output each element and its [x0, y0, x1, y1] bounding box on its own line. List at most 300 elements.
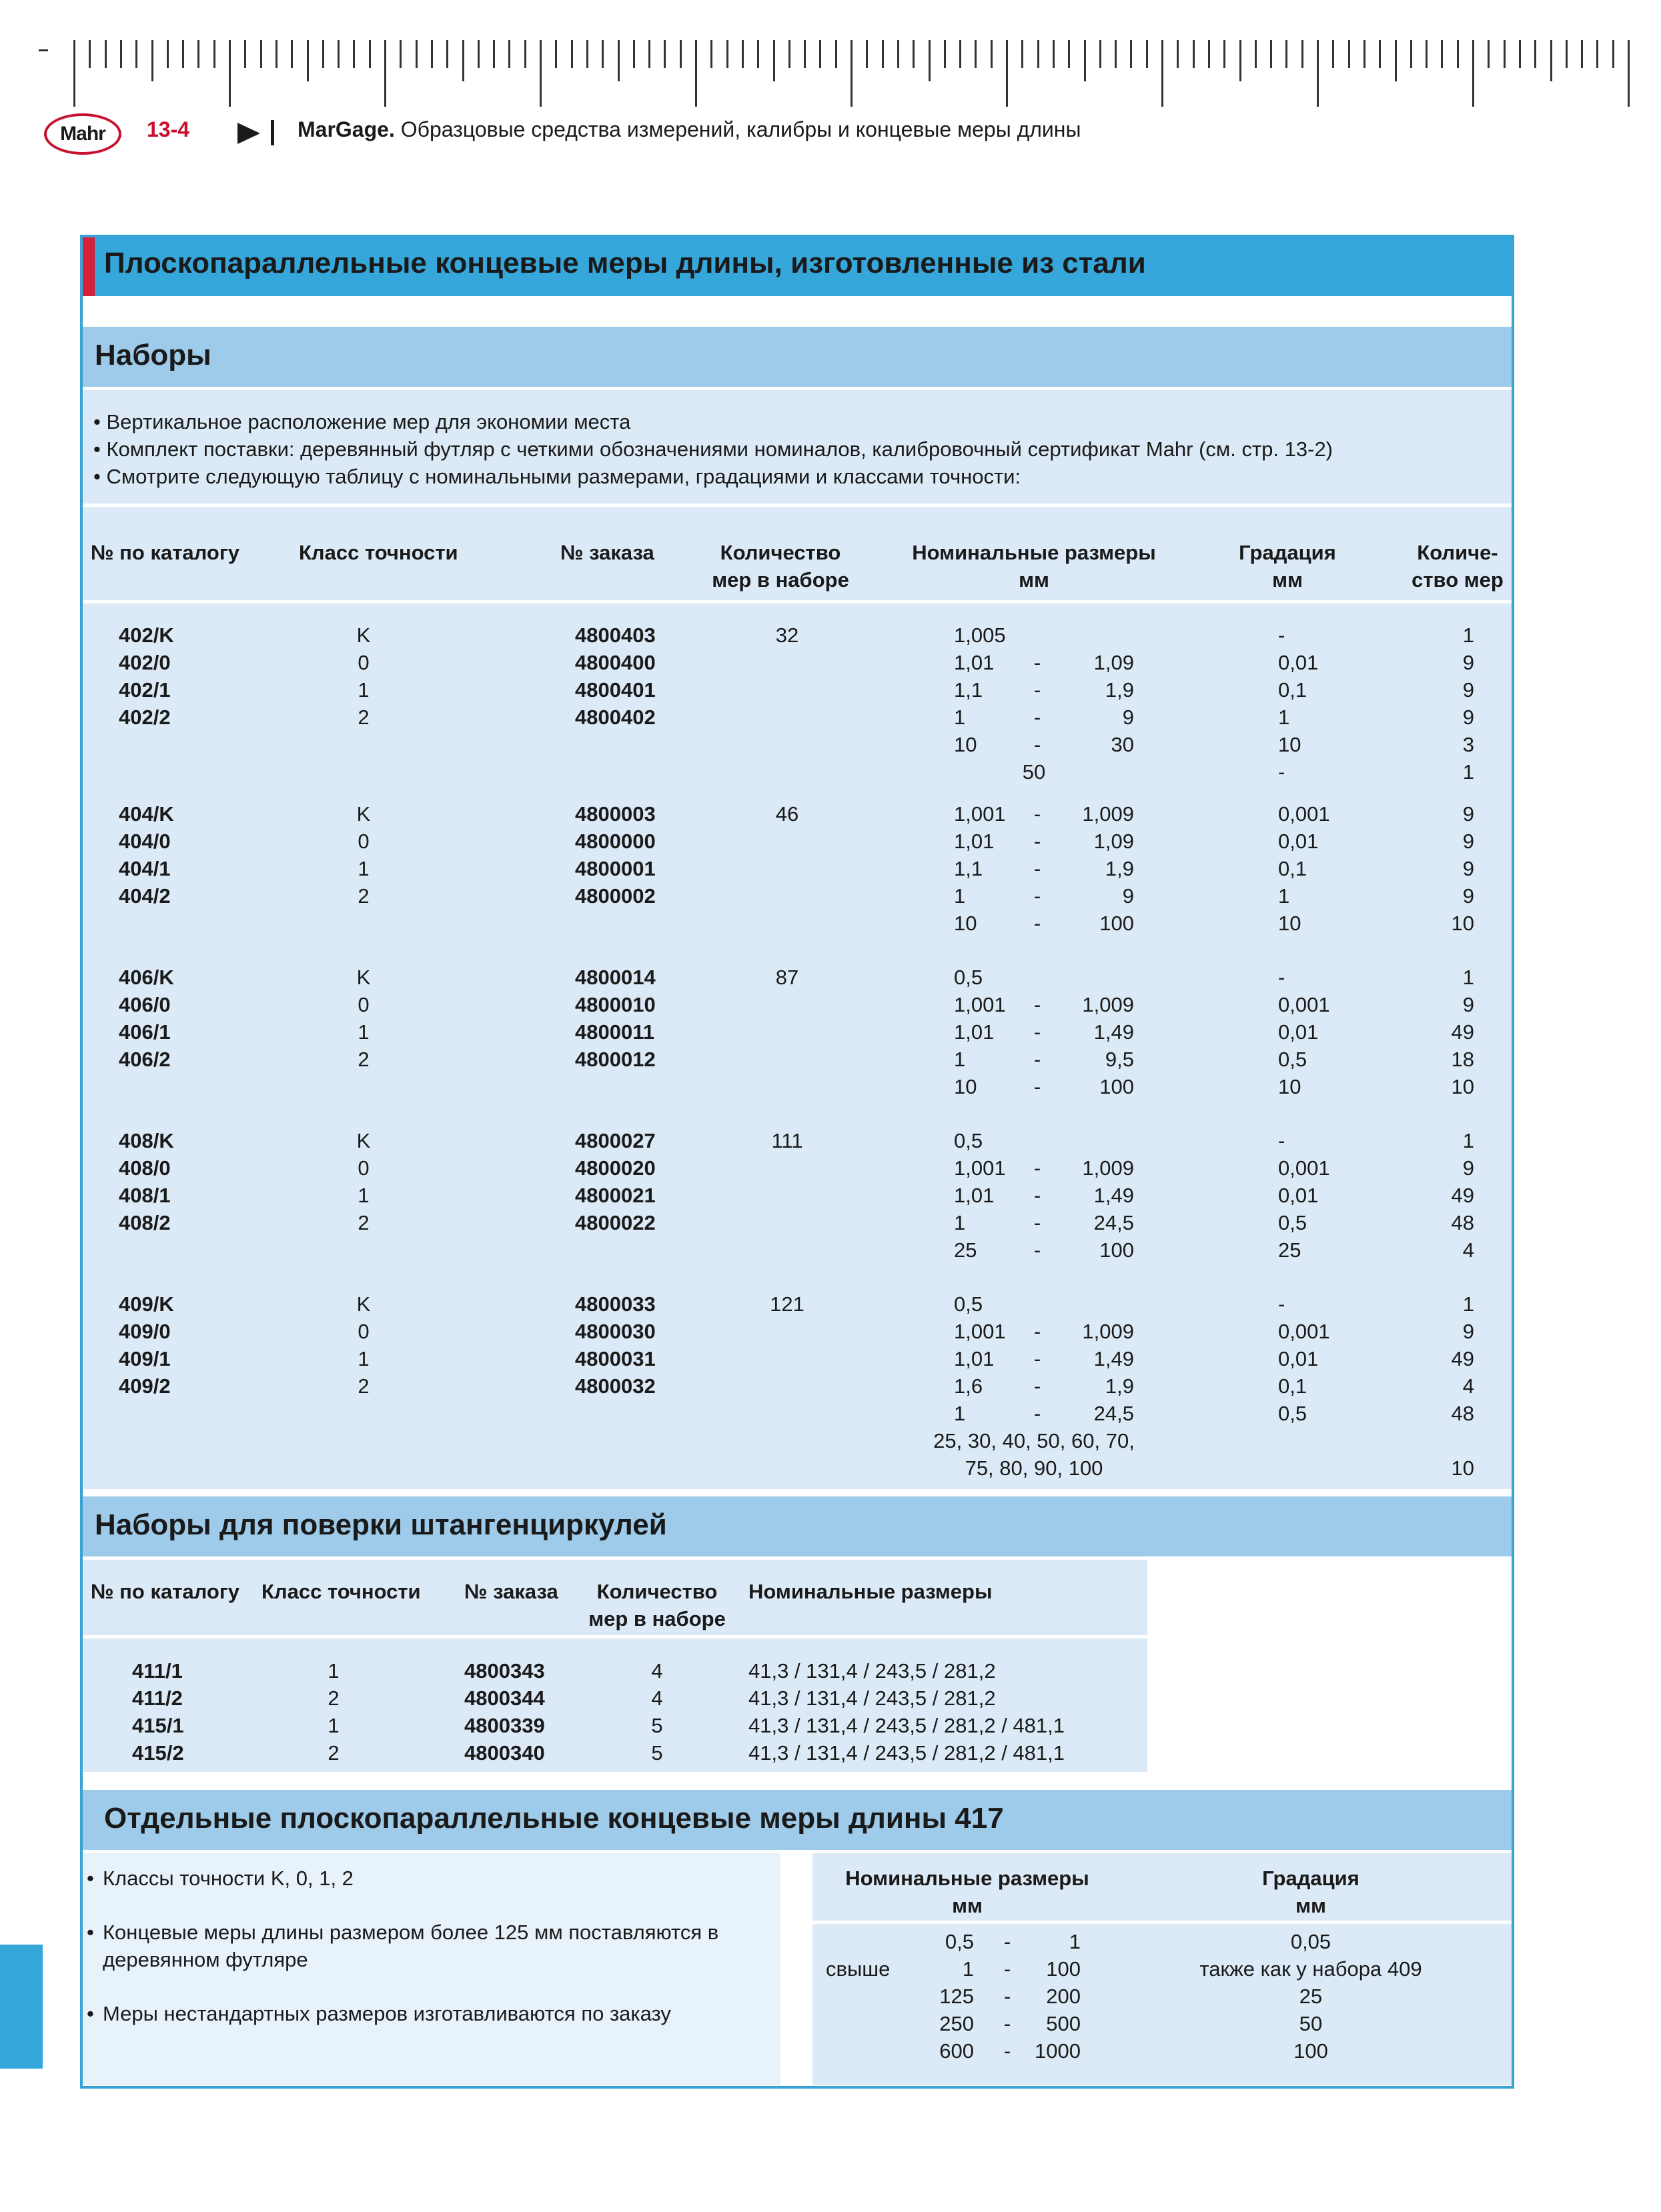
- gradation: 25: [1278, 1238, 1301, 1262]
- nominal-size-to: 1,09: [1093, 830, 1134, 853]
- block-quantity: 10: [1451, 1456, 1474, 1480]
- ruler-tick: [835, 40, 837, 68]
- gradation: 0,1: [1278, 1374, 1307, 1398]
- catalog-number: 408/K: [119, 1129, 174, 1152]
- single-bullet-2: Концевые меры длины размером более 125 мм поставляются в деревянном футляре: [103, 1921, 719, 1971]
- content-frame: [80, 235, 1514, 2089]
- ruler-tick: [1270, 40, 1272, 68]
- gradation: 0,001: [1278, 1320, 1330, 1343]
- ruler-tick: [1332, 40, 1334, 68]
- nominal-size-to: 9: [1122, 884, 1134, 908]
- caliper-order-number: 4800343: [464, 1659, 545, 1683]
- nominal-size-dash: -: [1033, 1347, 1041, 1370]
- ruler-tick: [773, 40, 775, 81]
- block-quantity: 1: [1462, 1292, 1474, 1316]
- nominal-size-to: 100: [1099, 912, 1134, 935]
- single-bullet-dot-1: •: [87, 1867, 94, 1890]
- ruler-tick: [1379, 40, 1381, 68]
- order-number: 4800022: [575, 1211, 656, 1234]
- nominal-size-from: 1,001: [954, 1156, 1006, 1180]
- caliper-catalog-number: 411/1: [132, 1659, 183, 1683]
- nominal-size-from: 1,01: [954, 830, 995, 853]
- caliper-catalog-number: 415/2: [132, 1741, 184, 1765]
- caliper-catalog-number: 411/2: [132, 1687, 183, 1710]
- ruler-tick: [944, 40, 946, 68]
- block-quantity: 9: [1462, 830, 1474, 853]
- set-count: 111: [771, 1129, 803, 1152]
- ruler-tick: [1363, 40, 1365, 68]
- ruler-tick: [384, 40, 386, 107]
- nominal-size-from: 1: [954, 1048, 966, 1071]
- catalog-number: 402/0: [119, 651, 171, 674]
- nominal-size-from: 1,6: [954, 1374, 983, 1398]
- block-quantity: 9: [1462, 706, 1474, 729]
- ruler-tick: [1596, 40, 1598, 68]
- ruler-tick: [353, 40, 355, 68]
- single-size-from: 0,5: [945, 1930, 974, 1953]
- ruler-tick: [1612, 40, 1614, 68]
- caliper-header-accuracy: Класс точности: [261, 1580, 421, 1603]
- catalog-number: 406/1: [119, 1020, 171, 1044]
- catalog-number: 404/K: [119, 802, 174, 826]
- block-quantity: 9: [1462, 1156, 1474, 1180]
- accuracy-class: 2: [358, 884, 370, 908]
- caliper-header-count-2: мер в наборе: [588, 1607, 726, 1630]
- ruler-tick: [73, 40, 75, 107]
- ruler-tick: [1053, 40, 1055, 68]
- ruler-tick: [275, 40, 278, 68]
- ruler-tick: [1472, 40, 1474, 107]
- gradation: 10: [1278, 1075, 1301, 1098]
- set-count: 46: [775, 802, 799, 826]
- nominal-size-to: 24,5: [1093, 1211, 1134, 1234]
- block-quantity: 49: [1451, 1020, 1474, 1044]
- single-gradation: 100: [1293, 2039, 1328, 2063]
- order-number: 4800002: [575, 884, 656, 908]
- page-dash: [39, 49, 48, 51]
- accuracy-class: K: [356, 624, 371, 647]
- order-number: 4800402: [575, 706, 656, 729]
- set-count: 121: [770, 1292, 804, 1316]
- block-quantity: 48: [1451, 1402, 1474, 1425]
- caliper-header-catalog: № по каталогу: [91, 1580, 239, 1603]
- single-size-from: 600: [939, 2039, 974, 2063]
- gradation: 1: [1278, 706, 1290, 729]
- ruler-tick: [431, 40, 433, 68]
- sets-header-catalog: № по каталогу: [91, 541, 239, 564]
- block-quantity: 4: [1462, 1374, 1474, 1398]
- nominal-size-dash: -: [1033, 802, 1041, 826]
- block-quantity: 1: [1462, 1129, 1474, 1152]
- single-size-to: 1000: [1035, 2039, 1081, 2063]
- sets-header-qty-1: Количе-: [1417, 541, 1498, 564]
- caliper-order-number: 4800339: [464, 1714, 545, 1737]
- sets-header-accuracy: Класс точности: [299, 541, 458, 564]
- ruler-tick: [1099, 40, 1101, 68]
- gradation: 10: [1278, 733, 1301, 756]
- caliper-title: Наборы для поверки штангенциркулей: [95, 1508, 667, 1541]
- caliper-order-number: 4800340: [464, 1741, 545, 1765]
- nominal-size-from: 1: [954, 884, 966, 908]
- single-size-to: 100: [1046, 1957, 1081, 1981]
- caliper-header-count-1: Количество: [596, 1580, 718, 1603]
- nominal-size-to: 30: [1111, 733, 1134, 756]
- ruler-tick: [1395, 40, 1397, 81]
- ruler-tick: [1068, 40, 1070, 68]
- single-header-nominal-1: Номинальные размеры: [845, 1867, 1089, 1890]
- caliper-count: 4: [651, 1659, 663, 1683]
- sets-header-count-2: мер в наборе: [712, 568, 849, 592]
- page-number: 13-4: [147, 117, 190, 141]
- order-number: 4800030: [575, 1320, 656, 1343]
- single-size-from: 125: [939, 1985, 974, 2008]
- ruler-tick: [804, 40, 806, 68]
- ruler-tick: [1628, 40, 1630, 107]
- nominal-size-from: 1,01: [954, 1184, 995, 1207]
- ruler-tick: [975, 40, 977, 68]
- accuracy-class: K: [356, 802, 371, 826]
- ruler-tick: [446, 40, 448, 68]
- ruler-tick: [633, 40, 635, 68]
- single-prefix: свыше: [826, 1957, 891, 1981]
- block-quantity: 1: [1462, 624, 1474, 647]
- nominal-size-to: 24,5: [1093, 1402, 1134, 1425]
- ruler-tick: [929, 40, 931, 81]
- single-size-to: 500: [1046, 2012, 1081, 2035]
- nominal-size-from: 1: [954, 1402, 966, 1425]
- block-quantity: 49: [1451, 1184, 1474, 1207]
- block-quantity: 9: [1462, 678, 1474, 702]
- sets-bullet-2: • Комплект поставки: деревянный футляр с четкими обозначениями номиналов, калибровочный сертификат Mahr (см. стр. 13-2): [93, 437, 1333, 461]
- nominal-size-dash: -: [1033, 884, 1041, 908]
- ruler-tick: [866, 40, 868, 68]
- accuracy-class: 0: [358, 830, 370, 853]
- ruler-tick: [819, 40, 821, 68]
- ruler-tick: [89, 40, 91, 68]
- order-number: 4800021: [575, 1184, 656, 1207]
- accuracy-class: 1: [358, 857, 370, 880]
- ruler-tick: [493, 40, 495, 68]
- nominal-size-dash: -: [1033, 830, 1041, 853]
- nominal-size-to: 1,009: [1082, 1156, 1134, 1180]
- block-quantity: 10: [1451, 1075, 1474, 1098]
- ruler-tick: [244, 40, 246, 68]
- ruler-tick: [369, 40, 371, 68]
- single-gradation: 50: [1299, 2012, 1323, 2035]
- accuracy-class: 0: [358, 1156, 370, 1180]
- ruler-tick: [1519, 40, 1521, 68]
- ruler-tick: [416, 40, 418, 68]
- ruler-tick: [555, 40, 557, 68]
- gradation: 0,5: [1278, 1048, 1307, 1071]
- ruler-tick: [1037, 40, 1039, 68]
- accuracy-class: 2: [358, 1048, 370, 1071]
- ruler-tick: [1457, 40, 1459, 68]
- single-bullet-dot-2: •: [87, 1921, 94, 1944]
- nominal-size-dash: -: [1033, 857, 1041, 880]
- single-size-dash: -: [1003, 1957, 1011, 1981]
- order-number: 4800032: [575, 1374, 656, 1398]
- logo-text: Mahr: [60, 123, 105, 145]
- nominal-size-dash: -: [1033, 1156, 1041, 1180]
- nominal-size-list: 75, 80, 90, 100: [965, 1456, 1103, 1480]
- sets-header-nominal-1: Номинальные размеры: [912, 541, 1156, 564]
- single-bullet-1: Классы точности K, 0, 1, 2: [103, 1867, 354, 1890]
- catalog-number: 406/K: [119, 966, 174, 989]
- catalog-number: 406/0: [119, 993, 171, 1016]
- ruler-tick: [1239, 40, 1241, 81]
- sets-header-count-1: Количество: [720, 541, 841, 564]
- header-title-brand: MarGage.: [298, 117, 395, 141]
- header-title-text: Образцовые средства измерений, калибры и концевые меры длины: [394, 117, 1081, 141]
- nominal-size-dash: -: [1033, 912, 1041, 935]
- header-title: [298, 117, 1081, 142]
- single-size-dash: -: [1003, 2012, 1011, 2035]
- caliper-count: 4: [651, 1687, 663, 1710]
- accuracy-class: 0: [358, 993, 370, 1016]
- catalog-number: 409/K: [119, 1292, 174, 1316]
- ruler-tick: [913, 40, 915, 68]
- ruler-tick: [508, 40, 510, 68]
- nominal-size-to: 9,5: [1105, 1048, 1134, 1071]
- gradation: 0,01: [1278, 1347, 1319, 1370]
- nominal-size-from: 0,5: [954, 1292, 983, 1316]
- ruler-tick: [695, 40, 697, 107]
- nominal-size-to: 1,9: [1105, 857, 1134, 880]
- catalog-number: 402/K: [119, 624, 174, 647]
- nominal-size-from: 1: [954, 706, 966, 729]
- order-number: 4800401: [575, 678, 656, 702]
- accuracy-class: 2: [358, 1211, 370, 1234]
- gradation: 0,001: [1278, 993, 1330, 1016]
- gradation: 0,001: [1278, 802, 1330, 826]
- nominal-size-dash: -: [1033, 1184, 1041, 1207]
- single-gradation: 0,05: [1290, 1930, 1331, 1953]
- block-quantity: 9: [1462, 651, 1474, 674]
- single-header-nominal-2: мм: [952, 1894, 983, 1917]
- nominal-size-dash: -: [1033, 733, 1041, 756]
- ruler-tick: [213, 40, 215, 68]
- order-number: 4800012: [575, 1048, 656, 1071]
- nominal-size-dash: -: [1033, 1075, 1041, 1098]
- catalog-number: 408/1: [119, 1184, 171, 1207]
- ruler-tick: [648, 40, 650, 68]
- order-number: 4800010: [575, 993, 656, 1016]
- sets-bullet-3: • Смотрите следующую таблицу с номинальными размерами, градациями и классами точности:: [93, 465, 1021, 488]
- single-size-dash: -: [1003, 1930, 1011, 1953]
- nominal-size-from: 1,01: [954, 651, 995, 674]
- order-number: 4800014: [575, 966, 656, 989]
- ruler-tick: [742, 40, 744, 68]
- ruler-tick: [788, 40, 790, 68]
- order-number: 4800027: [575, 1129, 656, 1152]
- ruler-tick: [105, 40, 107, 68]
- block-quantity: 9: [1462, 802, 1474, 826]
- ruler-tick: [1115, 40, 1117, 68]
- nominal-size-dash: -: [1033, 1048, 1041, 1071]
- ruler-tick: [1193, 40, 1195, 68]
- caliper-accuracy: 1: [328, 1659, 340, 1683]
- ruler-tick: [1021, 40, 1023, 68]
- ruler-tick: [1534, 40, 1536, 68]
- caliper-order-number: 4800344: [464, 1687, 545, 1710]
- catalog-number: 402/2: [119, 706, 171, 729]
- gradation: 0,1: [1278, 857, 1307, 880]
- ruler-tick: [260, 40, 262, 68]
- nominal-size-to: 1,009: [1082, 802, 1134, 826]
- ruler-tick: [959, 40, 961, 68]
- nominal-size-from: 1: [954, 1211, 966, 1234]
- accuracy-class: 2: [358, 706, 370, 729]
- ruler-tick: [1208, 40, 1210, 68]
- nominal-size-dash: -: [1033, 1211, 1041, 1234]
- nominal-size-from: 0,5: [954, 1129, 983, 1152]
- gradation: 1: [1278, 884, 1290, 908]
- single-title: Отдельные плоскопараллельные концевые меры длины 417: [104, 1802, 1004, 1835]
- nominal-size-to: 1,49: [1093, 1347, 1134, 1370]
- block-quantity: 9: [1462, 1320, 1474, 1343]
- catalog-number: 406/2: [119, 1048, 171, 1071]
- sets-header-nominal-2: мм: [1019, 568, 1049, 592]
- sets-title: Наборы: [95, 339, 211, 371]
- nominal-size-to: 1,009: [1082, 1320, 1134, 1343]
- ruler-tick: [1130, 40, 1132, 68]
- ruler-tick: [602, 40, 604, 68]
- ruler-tick: [1084, 40, 1086, 81]
- ruler-tick: [524, 40, 526, 68]
- nominal-size-list: 50: [1022, 760, 1046, 784]
- ruler-tick: [1441, 40, 1443, 68]
- nominal-size-to: 100: [1099, 1075, 1134, 1098]
- accuracy-class: 1: [358, 1184, 370, 1207]
- ruler-tick: [462, 40, 464, 81]
- ruler-tick: [1410, 40, 1412, 68]
- single-bullet-3: Меры нестандартных размеров изготавливаются по заказу: [103, 2002, 671, 2025]
- caliper-catalog-number: 415/1: [132, 1714, 184, 1737]
- block-quantity: 10: [1451, 912, 1474, 935]
- sets-header-order: № заказа: [560, 541, 654, 564]
- ruler-tick: [229, 40, 231, 107]
- nominal-size-dash: -: [1033, 1238, 1041, 1262]
- ruler-tick: [135, 40, 137, 68]
- order-number: 4800000: [575, 830, 656, 853]
- order-number: 4800403: [575, 624, 656, 647]
- nominal-size-dash: -: [1033, 993, 1041, 1016]
- caliper-sizes: 41,3 / 131,4 / 243,5 / 281,2: [748, 1659, 996, 1683]
- ruler-tick: [1223, 40, 1225, 68]
- order-number: 4800031: [575, 1347, 656, 1370]
- catalog-number: 408/2: [119, 1211, 171, 1234]
- single-size-dash: -: [1003, 2039, 1011, 2063]
- block-quantity: 3: [1462, 733, 1474, 756]
- ruler-tick: [680, 40, 682, 68]
- accuracy-class: K: [356, 1292, 371, 1316]
- nominal-size-dash: -: [1033, 1020, 1041, 1044]
- ruler-tick: [1146, 40, 1148, 68]
- set-count: 87: [775, 966, 799, 989]
- ruler-tick: [151, 40, 153, 81]
- divider: [271, 120, 274, 145]
- ruler-tick: [1301, 40, 1303, 68]
- order-number: 4800003: [575, 802, 656, 826]
- order-number: 4800400: [575, 651, 656, 674]
- single-size-dash: -: [1003, 1985, 1011, 2008]
- nominal-size-to: 1,9: [1105, 1374, 1134, 1398]
- accuracy-class: 0: [358, 1320, 370, 1343]
- block-quantity: 49: [1451, 1347, 1474, 1370]
- ruler-tick: [851, 40, 853, 107]
- catalog-number: 404/1: [119, 857, 171, 880]
- ruler-tick: [400, 40, 402, 68]
- nominal-size-to: 1,009: [1082, 993, 1134, 1016]
- ruler-tick: [586, 40, 588, 68]
- nominal-size-from: 0,5: [954, 966, 983, 989]
- ruler-tick: [338, 40, 340, 68]
- sets-header-grad-2: мм: [1272, 568, 1303, 592]
- ruler-tick: [1006, 40, 1008, 107]
- nominal-size-from: 1,1: [954, 678, 983, 702]
- ruler-tick: [1566, 40, 1568, 68]
- ruler: [73, 40, 1628, 113]
- nominal-size-from: 1,001: [954, 993, 1006, 1016]
- ruler-tick: [991, 40, 993, 68]
- caliper-sizes: 41,3 / 131,4 / 243,5 / 281,2 / 481,1: [748, 1741, 1065, 1765]
- ruler-tick: [291, 40, 293, 68]
- nominal-size-from: 1,001: [954, 1320, 1006, 1343]
- ruler-tick: [120, 40, 122, 68]
- ruler-tick: [1581, 40, 1583, 68]
- caliper-header-order: № заказа: [464, 1580, 558, 1603]
- main-title: Плоскопараллельные концевые меры длины, изготовленные из стали: [104, 247, 1146, 279]
- sets-bullet-1: • Вертикальное расположение мер для экономии места: [93, 410, 631, 433]
- gradation: 0,5: [1278, 1211, 1307, 1234]
- catalog-number: 408/0: [119, 1156, 171, 1180]
- block-quantity: 1: [1462, 966, 1474, 989]
- ruler-tick: [307, 40, 309, 81]
- single-header-grad-1: Градация: [1262, 1867, 1359, 1890]
- block-quantity: 9: [1462, 993, 1474, 1016]
- nominal-size-dash: -: [1033, 651, 1041, 674]
- gradation: 0,01: [1278, 1020, 1319, 1044]
- single-gradation: 25: [1299, 1985, 1323, 2008]
- ruler-tick: [197, 40, 199, 68]
- ruler-tick: [726, 40, 728, 68]
- catalog-number: 409/0: [119, 1320, 171, 1343]
- gradation: 0,1: [1278, 678, 1307, 702]
- sets-header-grad-1: Градация: [1239, 541, 1336, 564]
- order-number: 4800020: [575, 1156, 656, 1180]
- order-number: 4800001: [575, 857, 656, 880]
- nominal-size-to: 100: [1099, 1238, 1134, 1262]
- single-gradation: также как у набора 409: [1199, 1957, 1422, 1981]
- gradation: 0,001: [1278, 1156, 1330, 1180]
- nominal-size-from: 1,01: [954, 1347, 995, 1370]
- ruler-tick: [478, 40, 480, 68]
- caliper-sizes: 41,3 / 131,4 / 243,5 / 281,2 / 481,1: [748, 1714, 1065, 1737]
- ruler-tick: [1161, 40, 1163, 107]
- ruler-tick: [757, 40, 759, 68]
- caliper-header-nominal: Номинальные размеры: [748, 1580, 993, 1603]
- ruler-tick: [1504, 40, 1506, 68]
- catalog-number: 409/1: [119, 1347, 171, 1370]
- ruler-tick: [182, 40, 184, 68]
- gradation: 0,01: [1278, 830, 1319, 853]
- single-size-to: 1: [1069, 1930, 1081, 1953]
- gradation: -: [1278, 1129, 1285, 1152]
- ruler-tick: [540, 40, 542, 107]
- nominal-size-dash: -: [1033, 678, 1041, 702]
- nominal-size-from: 1,001: [954, 802, 1006, 826]
